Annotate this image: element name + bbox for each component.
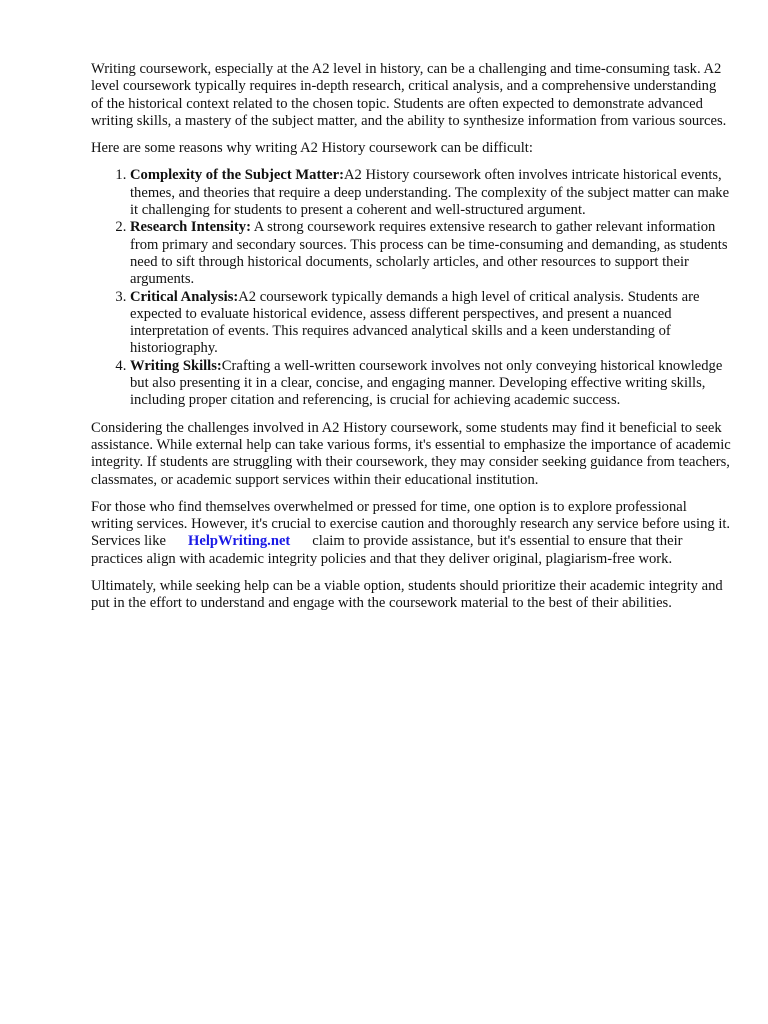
reason-title: Writing Skills: bbox=[130, 357, 222, 374]
services-text-before: For those who find themselves overwhelmed or pressed for time, one option is to explore professional writing services. However, it's crucial to exercise caution and thoroughly research any service before using it. Services like bbox=[91, 498, 731, 550]
reasons-list bbox=[91, 167, 731, 409]
reason-title: Critical Analysis: bbox=[130, 288, 239, 305]
reason-text: A2 History coursework often involves intricate historical events, themes, and theories that require a deep understanding. The complexity of the subject matter can make it challenging for students to present a coherent and well-structured argument. bbox=[130, 167, 730, 219]
reason-text: Crafting a well-written coursework involves not only conveying historical knowledge but also presenting it in a clear, concise, and engaging manner. Developing effective writing skills, including proper citation and referencing, is crucial for achieving academic success. bbox=[130, 357, 723, 409]
list-item bbox=[130, 358, 731, 410]
conclusion-paragraph: Ultimately, while seeking help can be a viable option, students should prioritize their academic integrity and put in the effort to understand and engage with the coursework material to the best of their abilities. bbox=[91, 578, 723, 612]
services-paragraph bbox=[91, 499, 731, 568]
helpwriting-link[interactable]: HelpWriting.net bbox=[187, 533, 291, 550]
reason-text: A2 coursework typically demands a high level of critical analysis. Students are expected to evaluate historical evidence, assess different perspectives, and present a nuanced interpretation of events. This requires advanced analytical skills and a keen understanding of historiography. bbox=[130, 288, 700, 357]
document-page bbox=[91, 61, 731, 623]
list-item bbox=[130, 167, 731, 219]
services-text-after: claim to provide assistance, but it's essential to ensure that their practices align with academic integrity policies and that they deliver original, plagiarism-free work. bbox=[91, 533, 683, 567]
reason-title: Research Intensity: bbox=[130, 219, 251, 236]
intro-paragraph: Writing coursework, especially at the A2 level in history, can be a challenging and time-consuming task. A2 level coursework typically requires in-depth research, critical analysis, and a comprehensive understanding of the historical context related to the chosen topic. Students are often expected to demonstrate advanced writing skills, a mastery of the subject matter, and the ability to synthesize information from various sources. bbox=[91, 61, 727, 129]
reason-title: Complexity of the Subject Matter: bbox=[130, 167, 344, 184]
reasons-lead-paragraph: Here are some reasons why writing A2 History coursework can be difficult: bbox=[91, 140, 533, 157]
list-item bbox=[130, 219, 731, 288]
reason-text: A strong coursework requires extensive research to gather relevant information from primary and secondary sources. This process can be time-consuming and demanding, as students need to sift through historical documents, scholarly articles, and other resources to support their arguments. bbox=[130, 219, 728, 288]
list-item bbox=[130, 289, 731, 358]
considering-paragraph: Considering the challenges involved in A2 History coursework, some students may find it beneficial to seek assistance. While external help can take various forms, it's essential to emphasize the importance of academic integrity. If students are struggling with their coursework, they may consider seeking guidance from teachers, classmates, or academic support services within their educational institution. bbox=[91, 419, 731, 488]
